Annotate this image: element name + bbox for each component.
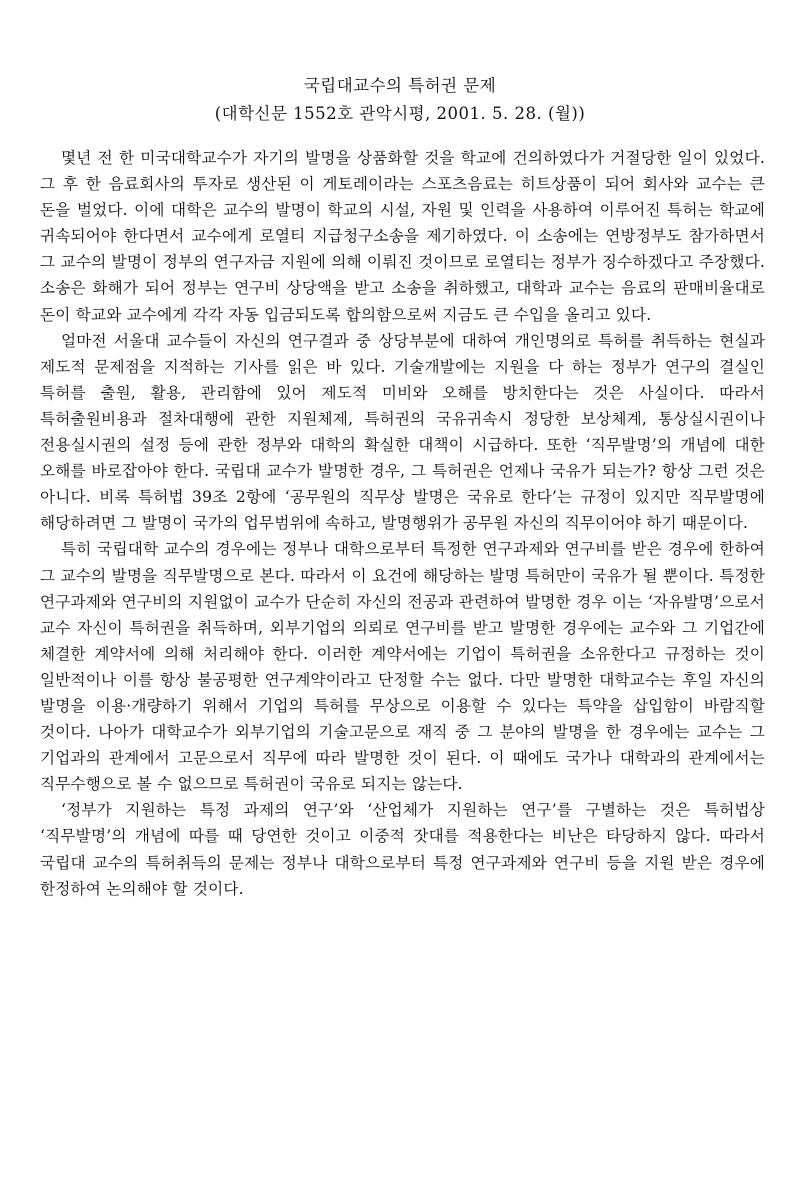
paragraph: ‘정부가 지원하는 특정 과제의 연구’와 ‘산업체가 지원하는 연구’를 구별하는 것은 특허법상 ‘직무발명’의 개념에 따를 때 당연한 것이고 이중적 잣대를 적용한다는 비난은 타당하지 않다. 따라서 국립대 교수의 특허취득의 문제는 정부나 대학으로부터 특정 연구과제와 연구비 등을 지원 받은 경우에 한정하여 논의해야 할 것이다.	[40, 801, 765, 898]
document-body	[40, 145, 765, 902]
paragraph: 몇년 전 한 미국대학교수가 자기의 발명을 상품화할 것을 학교에 건의하였다가 거절당한 일이 있었다. 그 후 한 음료회사의 투자로 생산된 이 게토레이라는 스포츠음료는 히트상품이 되어 회사와 교수는 큰 돈을 벌었다. 이에 대학은 교수의 발명이 학교의 시설, 자원 및 인력을 사용하여 이루어진 특허는 학교에 귀속되어야 한다면서 교수에게 로열티 지급청구소송을 제기하였다. 이 소송에는 연방정부도 참가하면서 그 교수의 발명이 정부의 연구자금 지원에 의해 이뤄진 것이므로 로열티는 정부가 징수하겠다고 주장했다. 소송은 화해가 되어 정부는 연구비 상당액을 받고 소송을 취하했고, 대학과 교수는 음료의 판매비율대로 돈이 학교와 교수에게 각각 자동 입금되도록 합의함으로써 지금도 큰 수입을 올리고 있다.	[40, 149, 765, 324]
paragraph: 얼마전 서울대 교수들이 자신의 연구결과 중 상당부분에 대하여 개인명의로 특허를 취득하는 현실과 제도적 문제점을 지적하는 기사를 읽은 바 있다. 기술개발에는 지원을 다 하는 정부가 연구의 결실인 특허를 출원, 활용, 관리함에 있어 제도적 미비와 오해를 방치한다는 것은 사실이다. 따라서 특허출원비용과 절차대행에 관한 지원체제, 특허권의 국유귀속시 정당한 보상체계, 통상실시권이나 전용실시권의 설정 등에 관한 정부와 대학의 확실한 대책이 시급하다. 또한 ‘직무발명’의 개념에 대한 오해를 바로잡아야 한다. 국립대 교수가 발명한 경우, 그 특허권은 언제나 국유가 되는가? 항상 그런 것은 아니다. 비록 특허법 39조 2항에 ‘공무원의 직무상 발명은 국유로 한다’는 규정이 있지만 직무발명에 해당하려면 그 발명이 국가의 업무범위에 속하고, 발명행위가 공무원 자신의 직무이어야 하기 때문이다.	[40, 331, 765, 533]
paragraph: 특히 국립대학 교수의 경우에는 정부나 대학으로부터 특정한 연구과제와 연구비를 받은 경우에 한하여 그 교수의 발명을 직무발명으로 본다. 따라서 이 요건에 해당하는 발명 특허만이 국유가 될 뿐이다. 특정한 연구과제와 연구비의 지원없이 교수가 단순히 자신의 전공과 관련하여 발명한 경우 이는 ‘자유발명’으로서 교수 자신이 특허권을 취득하며, 외부기업의 의뢰로 연구비를 받고 발명한 경우에는 교수와 그 기업간에 체결한 계약서에 의해 처리해야 한다. 이러한 계약서에는 기업이 특허권을 소유한다고 규정하는 것이 일반적이나 이를 항상 불공평한 연구계약이라고 단정할 수는 없다. 다만 발명한 대학교수는 후일 자신의 발명을 이용·개량하기 위해서 기업의 특허를 무상으로 이용할 수 있다는 특약을 삽입함이 바람직할 것이다. 나아가 대학교수가 외부기업의 기술고문으로 재직 중 그 분야의 발명을 한 경우에는 교수는 그 기업과의 관계에서 고문으로서 직무에 따라 발명한 것이 된다. 이 때에도 국가나 대학과의 관계에서는 직무수행으로 볼 수 없으므로 특허권이 국유로 되지는 않는다.	[40, 540, 765, 794]
document-subtitle: (대학신문 1552호 관악시평, 2001. 5. 28. (월))	[214, 104, 586, 123]
document-title: 국립대교수의 특허권 문제	[303, 76, 497, 95]
